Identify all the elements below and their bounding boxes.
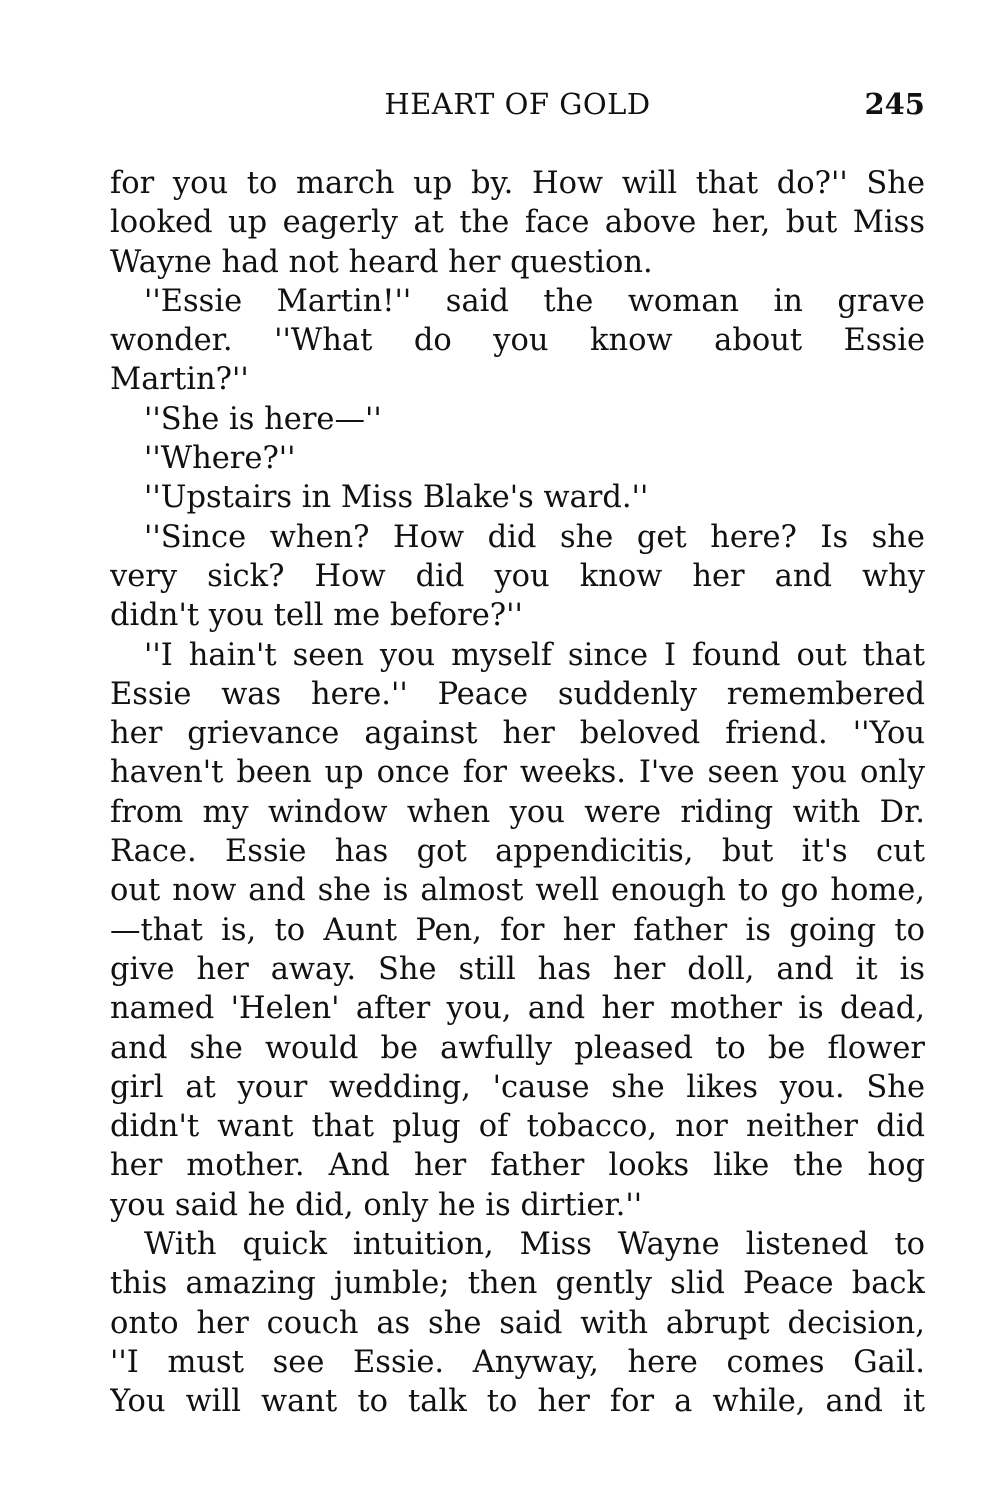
text-line: You will want to talk to her for a while, and it xyxy=(110,1384,925,1420)
text-line: for you to march up by. How will that do?'' She xyxy=(110,166,925,201)
running-title: HEART OF GOLD xyxy=(384,87,651,121)
page-number: 245 xyxy=(864,87,925,121)
text-line: named 'Helen' after you, and her mother is dead, xyxy=(110,991,925,1027)
text-line: onto her couch as she said with abrupt decision, xyxy=(110,1305,925,1341)
text-line: Wayne had not heard her question. xyxy=(110,244,653,280)
text-line: from my window when you were riding with Dr. xyxy=(110,794,925,830)
text-line: out now and she is almost well enough to go home, xyxy=(110,873,925,909)
text-line: haven't been up once for weeks. I've seen you only xyxy=(110,755,925,791)
running-head xyxy=(110,82,925,126)
text-line: With quick intuition, Miss Wayne listened to xyxy=(144,1227,925,1263)
text-line: ''Since when? How did she get here? Is she xyxy=(144,519,925,555)
text-line: ''I hain't seen you myself since I found out that xyxy=(144,637,925,673)
text-line: didn't you tell me before?'' xyxy=(110,598,523,634)
text-line: you said he did, only he is dirtier.'' xyxy=(110,1187,643,1223)
text-line: ''She is here—'' xyxy=(144,401,382,437)
text-line: looked up eagerly at the face above her, but Miss xyxy=(110,205,925,241)
text-line: her grievance against her beloved friend. ''You xyxy=(110,716,925,752)
text-line: wonder. ''What do you know about Essie xyxy=(110,323,925,359)
text-line: ''Where?'' xyxy=(144,441,296,477)
text-line: give her away. She still has her doll, and it is xyxy=(110,951,925,987)
text-line: —that is, to Aunt Pen, for her father is going to xyxy=(110,912,925,948)
text-line: this amazing jumble; then gently slid Peace back xyxy=(110,1266,925,1302)
text-line: ''Essie Martin!'' said the woman in grave xyxy=(144,283,925,319)
text-line: and she would be awfully pleased to be flower xyxy=(110,1030,925,1066)
text-line: Essie was here.'' Peace suddenly remembered xyxy=(110,676,925,712)
text-line: ''Upstairs in Miss Blake's ward.'' xyxy=(144,480,649,516)
text-line: Martin?'' xyxy=(110,362,249,398)
text-line: girl at your wedding, 'cause she likes you. She xyxy=(110,1069,925,1105)
text-line: very sick? How did you know her and why xyxy=(110,558,925,594)
text-line: her mother. And her father looks like the hog xyxy=(110,1148,925,1184)
text-line: didn't want that plug of tobacco, nor neither did xyxy=(110,1109,925,1145)
text-line: ''I must see Essie. Anyway, here comes Gail. xyxy=(110,1344,925,1380)
body-text xyxy=(110,164,925,1422)
text-line: Race. Essie has got appendicitis, but it's cut xyxy=(110,834,925,870)
